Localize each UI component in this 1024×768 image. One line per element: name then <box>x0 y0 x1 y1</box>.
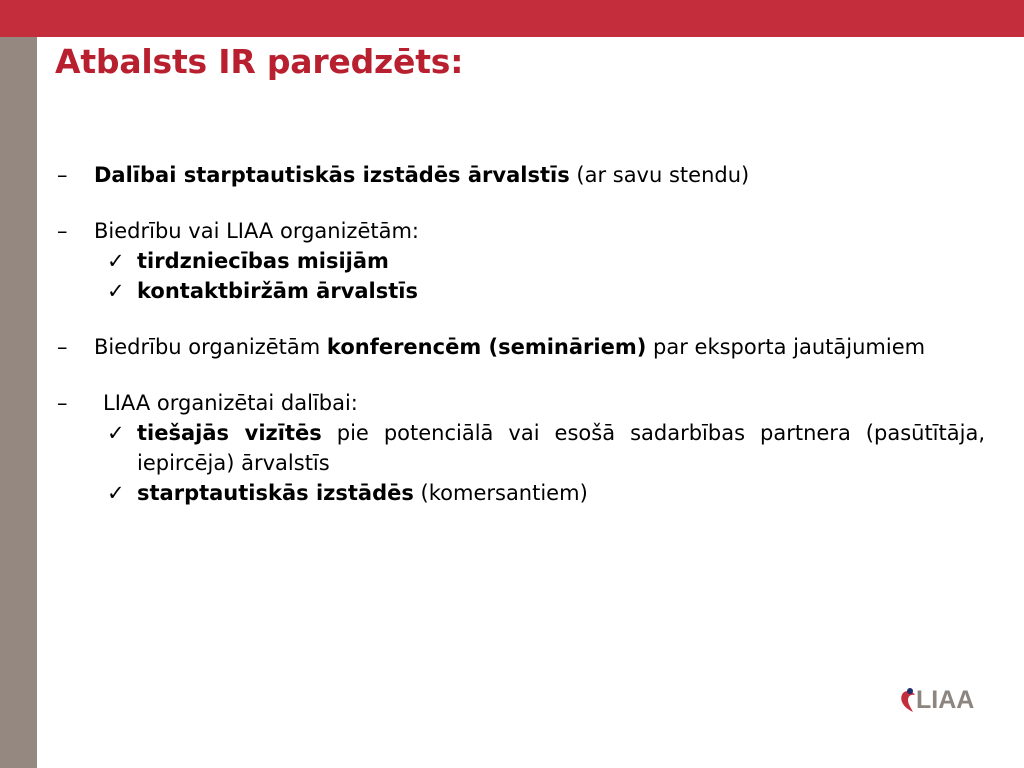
bullet-item <box>57 160 985 190</box>
sub-bullet-item <box>107 276 985 306</box>
slide-title: Atbalsts IR paredzēts: <box>55 42 464 81</box>
sub-bullet-item <box>107 478 985 508</box>
sub-bullet-item <box>107 246 985 276</box>
logo-text: LIAA <box>916 686 975 714</box>
bullet-item <box>57 216 985 246</box>
left-accent-bar <box>0 37 37 768</box>
bullet-text: Biedrību organizētām <box>94 335 327 359</box>
bullet-item <box>57 388 985 418</box>
bullet-item <box>57 332 985 362</box>
dash-marker: – <box>57 163 68 187</box>
sub-bullet-text: (komersantiem) <box>413 481 588 505</box>
sub-bullet-text: pie potenciālā vai esošā sadarbības partnera (pasūtītāja, iepircēja) ārvalstīs <box>137 421 985 475</box>
check-icon: ✓ <box>107 279 125 303</box>
check-icon: ✓ <box>107 249 125 273</box>
sub-bullet-bold-text: kontaktbiržām ārvalstīs <box>137 279 418 303</box>
slide-body <box>57 160 985 508</box>
bullet-text: par eksporta jautājumiem <box>646 335 926 359</box>
dash-marker: – <box>57 335 68 359</box>
check-icon: ✓ <box>107 421 125 445</box>
bullet-text: (ar savu stendu) <box>569 163 750 187</box>
bullet-bold-text: Dalībai starptautiskās izstādēs ārvalstīs <box>94 163 570 187</box>
sub-bullet-bold-text: starptautiskās izstādēs <box>137 481 414 505</box>
sub-bullet-bold-text: tiešajās vizītēs <box>137 421 322 445</box>
dash-marker: – <box>57 219 68 243</box>
bullet-text: Biedrību vai LIAA organizētām: <box>94 219 419 243</box>
dash-marker: – <box>57 391 68 415</box>
sub-bullet-item <box>107 418 985 478</box>
top-accent-bar <box>0 0 1024 37</box>
bullet-text: LIAA organizētai dalībai: <box>103 391 358 415</box>
sub-bullet-bold-text: tirdzniecības misijām <box>137 249 389 273</box>
bullet-bold-text: konferencēm (semināriem) <box>326 335 647 359</box>
check-icon: ✓ <box>107 481 125 505</box>
